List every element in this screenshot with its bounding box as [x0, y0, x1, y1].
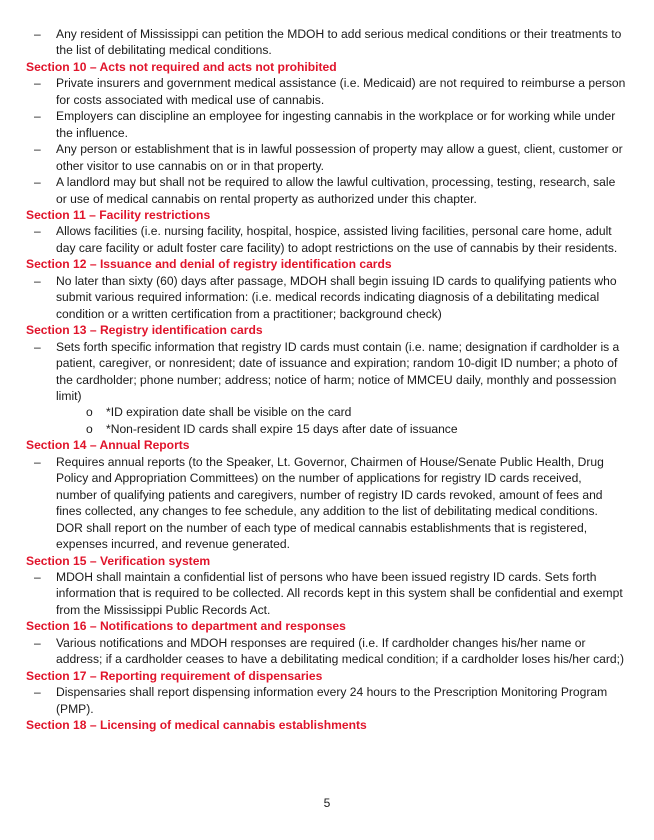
bullet-item	[26, 339, 626, 405]
bullet-text: Requires annual reports (to the Speaker, Lt. Governor, Chairmen of House/Senate Public Health, Drug Policy and Appropriation Committees) on the number of applications for registry ID cards received, number of qualifying patients and caregivers, number of registry ID cards revoked, amount of fees and fines collected, any changes to fee schedule, any addition to the list of debilitating medical conditions. DOR shall report on the number of each type of medical cannabis establishments that is registered, expenses incurred, and revenue generated.	[56, 454, 604, 552]
bullet-text: Any resident of Mississippi can petition the MDOH to add serious medical conditions or their treatments to the list of debilitating medical conditions.	[56, 27, 622, 58]
circle-bullet-icon: o	[86, 405, 93, 420]
dash-bullet-icon: –	[34, 76, 41, 91]
bullet-text: Employers can discipline an employee for ingesting cannabis in the workplace or for working while under the influence.	[56, 109, 616, 140]
bullet-text: Any person or establishment that is in lawful possession of property may allow a guest, client, customer or other visitor to use cannabis on or in that property.	[56, 142, 623, 173]
bullet-item	[26, 174, 626, 207]
dash-bullet-icon: –	[34, 27, 41, 41]
section-heading: Section 17 – Reporting requirement of dispensaries	[26, 668, 323, 683]
bullet-text: MDOH shall maintain a confidential list of persons who have been issued registry ID cards. Sets forth information that is required to be collected. All records kept in this system shall be confidential and exempt from the Mississippi Public Records Act.	[56, 569, 623, 617]
bullet-item	[26, 273, 626, 322]
dash-bullet-icon: –	[34, 175, 41, 190]
sub-bullet-item	[26, 404, 626, 420]
dash-bullet-icon: –	[34, 569, 41, 584]
sub-bullet-item	[26, 421, 626, 437]
bullet-text: No later than sixty (60) days after passage, MDOH shall begin issuing ID cards to qualifying patients who submit various required information: (i.e. medical records indicating diagnosis of a debilitating medical condition or a written certification from a practitioner; background check)	[56, 273, 617, 321]
section-heading: Section 15 – Verification system	[26, 553, 211, 568]
bullet-text: Allows facilities (i.e. nursing facility, hospital, hospice, assisted living facilities, personal care home, adult day care facility or adult foster care facility) to adopt restrictions on the use of cannabis by their residents.	[56, 224, 618, 255]
bullet-text: A landlord may but shall not be required to allow the lawful cultivation, processing, testing, research, sale or use of medical cannabis on rental property as authorized under this chapter.	[56, 175, 616, 206]
dash-bullet-icon: –	[34, 142, 41, 157]
sub-bullet-text: *Non-resident ID cards shall expire 15 days after date of issuance	[106, 421, 458, 436]
section-heading: Section 14 – Annual Reports	[26, 438, 190, 453]
bullet-item	[26, 75, 626, 108]
bullet-item	[26, 141, 626, 174]
bullet-item	[26, 108, 626, 141]
page-number: 5	[323, 796, 331, 810]
bullet-text: Sets forth specific information that registry ID cards must contain (i.e. name; designation if cardholder is a patient, caregiver, or nonresident; date of issuance and expiration; random 10-digit ID number; a photo of the cardholder; phone number; address; notice of harm; notice of MMCEU daily, monthly and possession limit)	[56, 339, 620, 403]
bullet-item	[26, 26, 626, 59]
document-body	[26, 26, 626, 733]
bullet-item	[26, 635, 626, 668]
dash-bullet-icon: –	[34, 109, 41, 124]
bullet-text: Various notifications and MDOH responses are required (i.e. If cardholder changes his/her name or address; if a cardholder ceases to have a debilitating medical condition; if a cardholder loses his/her card;)	[56, 635, 625, 667]
bullet-item	[26, 684, 626, 717]
dash-bullet-icon: –	[34, 224, 41, 239]
bullet-item	[26, 569, 626, 618]
dash-bullet-icon: –	[34, 685, 41, 700]
bullet-item	[26, 454, 626, 553]
dash-bullet-icon: –	[34, 339, 41, 354]
section-heading: Section 16 – Notifications to department and responses	[26, 619, 346, 634]
section-heading: Section 13 – Registry identification cards	[26, 323, 263, 338]
section-heading: Section 12 – Issuance and denial of registry identification cards	[26, 257, 392, 272]
dash-bullet-icon: –	[34, 273, 41, 288]
bullet-text: Dispensaries shall report dispensing information every 24 hours to the Prescription Monitoring Program (PMP).	[56, 685, 608, 716]
section-heading: Section 18 – Licensing of medical cannabis establishments	[26, 718, 367, 733]
sub-bullet-text: *ID expiration date shall be visible on the card	[106, 405, 352, 420]
dash-bullet-icon: –	[34, 635, 41, 650]
dash-bullet-icon: –	[34, 454, 41, 469]
bullet-text: Private insurers and government medical assistance (i.e. Medicaid) are not required to reimburse a person for costs associated with medical use of cannabis.	[56, 76, 626, 107]
bullet-item	[26, 223, 626, 256]
section-heading: Section 11 – Facility restrictions	[26, 207, 211, 222]
circle-bullet-icon: o	[86, 421, 93, 436]
section-heading: Section 10 – Acts not required and acts not prohibited	[26, 59, 337, 74]
